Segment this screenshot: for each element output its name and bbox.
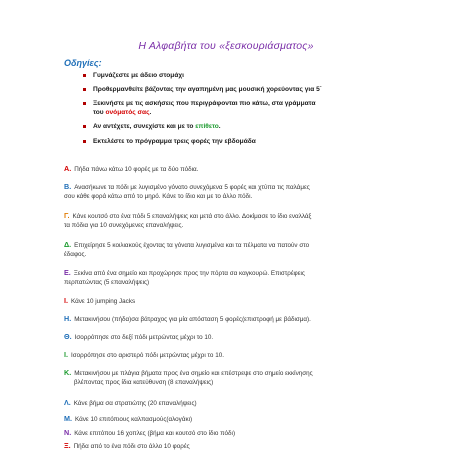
bullet-marker — [83, 125, 86, 128]
exercise-text: Κάνε 10 jumping Jacks — [71, 298, 136, 305]
bullet-marker — [83, 102, 86, 105]
instruction-text: του — [93, 109, 106, 116]
exercise-item — [64, 428, 404, 438]
instruction-text: . — [218, 123, 221, 130]
exercise-letter: Ι. — [64, 296, 68, 305]
exercise-item — [64, 441, 404, 451]
instruction-text: Ξεκινήστε με τις ασκήσεις που περιγράφονται πιο κάτω, στα γράμματα — [93, 100, 316, 107]
name-highlight: ονόματός σας — [105, 109, 150, 116]
exercise-text: Ξεκίνα από ένα σημείο και προχώρησε προς την πόρτα σα καγκουρώ. Επιστρέφεις — [73, 270, 305, 277]
exercise-text: Μετακινήσου με πλάγια βήματα προς ένα σημείο και επέστρεψε στο σημείο εκκίνησης — [74, 370, 313, 377]
exercise-text: Ανασήκωνε τα πόδι με λυγισμένο γόνατο συνεχόμενα 5 φορές και χτύπα τις παλάμες — [74, 184, 310, 191]
instruction-item — [93, 99, 413, 117]
exercise-item — [64, 350, 404, 360]
bullet-marker — [83, 88, 86, 91]
exercise-item — [64, 296, 404, 306]
exercise-text: Ισορρόπησε στο δεξί πόδι μετρώντας μέχρι το 10. — [74, 334, 214, 341]
exercise-item — [64, 368, 404, 387]
document-title: Η Αλφαβήτα του «ξεσκουριάσματος» — [138, 40, 314, 52]
exercise-letter: Ε. — [64, 268, 71, 277]
instruction-text: . — [149, 109, 152, 116]
exercise-item — [64, 398, 404, 408]
instruction-item: Εκτελέστε το πρόγραμμα τρεις φορές την εβδομάδα — [93, 138, 256, 145]
exercise-text: Πήδα πάνω κάτω 10 φορές με τα δύο πόδια. — [74, 166, 199, 173]
instructions-heading: Οδηγίες: — [64, 58, 102, 68]
instruction-item — [93, 122, 413, 131]
exercise-letter: Δ. — [64, 240, 72, 249]
exercise-letter: Θ. — [64, 332, 72, 341]
exercise-text: Επιχείρησε 5 κοιλιακούς έχοντας τα γόνατα λυγισμένα και τα πέλματα να πατούν στο — [74, 242, 310, 249]
exercise-item — [64, 414, 404, 424]
exercise-text: Κάνε βήμα σα στρατιώτης (20 επαναλήψεις) — [73, 400, 197, 407]
exercise-text: Πήδα από το ένα πόδι στο άλλο 10 φορές — [73, 443, 190, 450]
exercise-letter: Κ. — [64, 368, 72, 377]
exercise-text: έδαφος. — [64, 251, 87, 258]
exercise-letter: Α. — [64, 164, 72, 173]
exercise-text: Ισορρόπησε στο αριστερό πόδι μετρώντας μέχρι το 10. — [71, 352, 224, 359]
exercise-item — [64, 182, 404, 201]
exercise-letter: Ξ. — [64, 441, 71, 450]
exercise-letter: Η. — [64, 314, 72, 323]
exercise-item — [64, 211, 404, 230]
instruction-text: Αν αντέχετε, συνεχίστε και με το — [93, 123, 196, 130]
exercise-letter: Μ. — [64, 414, 72, 423]
exercise-letter: Ν. — [64, 428, 72, 437]
exercise-item — [64, 268, 404, 287]
exercise-item — [64, 332, 404, 342]
instruction-item: Προθερμανθείτε βάζοντας την αγαπημένη μας μουσική χορεύοντας για 5΄ — [93, 86, 322, 93]
exercise-item — [64, 314, 404, 324]
bullet-marker — [83, 140, 86, 143]
exercise-text: Κάνε κουτσό στο ένα πόδι 5 επαναλήψεις και μετά στο άλλο. Δοκίμασε το ίδιο εναλλάξ — [72, 213, 312, 220]
exercise-text: Μετακινήσου (πήδα)σα βάτραχος για μία απόσταση 5 φορές(επιστροφή με βάδισμα). — [74, 316, 311, 323]
exercise-letter: Λ. — [64, 398, 71, 407]
exercise-item — [64, 164, 404, 174]
exercise-item — [64, 240, 404, 259]
exercise-text: σου κάθε φορά κάτω από το μηρό. Κάνε το ίδιο και με το άλλο πόδι. — [64, 193, 253, 200]
exercise-letter: Γ. — [64, 211, 70, 220]
exercise-text: τα πόδια για 10 συνεχόμενες επαναλήψεις. — [64, 222, 184, 229]
surname-highlight: επίθετο — [195, 123, 219, 130]
exercise-text: Κάνε 10 επιτόπιους καλπασμούς(αλογάκι) — [74, 416, 193, 423]
exercise-text: περπατώντας (5 επαναλήψεις) — [64, 279, 150, 286]
exercise-letter: Β. — [64, 182, 72, 191]
bullet-marker — [83, 74, 86, 77]
exercise-text: Κάνε επιτόπου 16 χοπλες (βήμα και κουτσό στο ίδιο πόδι) — [74, 430, 236, 437]
exercise-letter: Ι. — [64, 350, 68, 359]
exercise-text: βλέποντας προς ίδια κατεύθυνση (8 επαναλήψεις) — [74, 379, 214, 386]
instruction-item: Γυμνάζεστε με άδειο στομάχι — [93, 72, 185, 79]
